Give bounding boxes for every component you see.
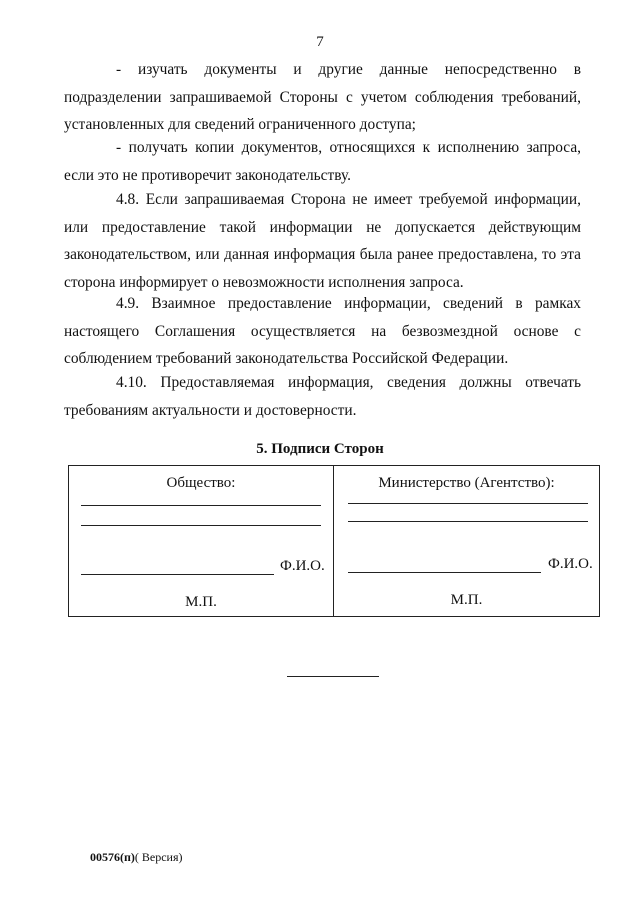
fio-label-right: Ф.И.О. bbox=[548, 556, 593, 572]
stamp-label-left: М.П. bbox=[185, 594, 217, 610]
paragraph-text: - изучать документы и другие данные непосредственно в подразделении запрашиваемой Стороны с учетом соблюдения требований, установленных для сведений ограниченного доступа; bbox=[64, 61, 581, 133]
party-left-title: Общество: bbox=[166, 475, 236, 491]
fio-label-left: Ф.И.О. bbox=[280, 558, 325, 574]
stamp-label-right: М.П. bbox=[450, 592, 483, 608]
signature-line bbox=[348, 503, 588, 504]
page-number: 7 bbox=[316, 34, 324, 50]
section-title-signatures: 5. Подписи Сторон bbox=[256, 441, 384, 457]
document-code-number: 00576(п) bbox=[90, 850, 135, 864]
paragraph-text: - получать копии документов, относящихся к исполнению запроса, если это не противоречит законодательству. bbox=[64, 139, 581, 184]
party-right-title: Министерство (Агентство): bbox=[378, 475, 555, 491]
signature-line bbox=[81, 505, 321, 506]
document-version: ( Версия) bbox=[134, 850, 183, 864]
paragraph-4-9 bbox=[64, 290, 581, 373]
paragraph-study-documents bbox=[64, 56, 581, 139]
signature-table bbox=[68, 465, 600, 617]
fio-signature-line bbox=[81, 574, 274, 575]
signature-line bbox=[348, 521, 588, 522]
paragraph-4-8 bbox=[64, 186, 581, 296]
footer-separator bbox=[287, 676, 379, 677]
document-code bbox=[90, 850, 183, 865]
fio-signature-line bbox=[348, 572, 541, 573]
paragraph-text: 4.10. Предоставляемая информация, сведения должны отвечать требованиям актуальности и достоверности. bbox=[64, 374, 581, 419]
paragraph-text: 4.9. Взаимное предоставление информации, сведений в рамках настоящего Соглашения осуществляется на безвозмездной основе с соблюдением требований законодательства Российской Федерации. bbox=[64, 295, 581, 367]
paragraph-receive-copies bbox=[64, 134, 581, 189]
signature-line bbox=[81, 525, 321, 526]
paragraph-text: 4.8. Если запрашиваемая Сторона не имеет требуемой информации, или предоставление такой информации не допускается действующим законодательством, или данная информация была ранее предоставлена, то эта сторона информирует о невозможности исполнения запроса. bbox=[64, 191, 581, 291]
paragraph-4-10 bbox=[64, 369, 581, 424]
